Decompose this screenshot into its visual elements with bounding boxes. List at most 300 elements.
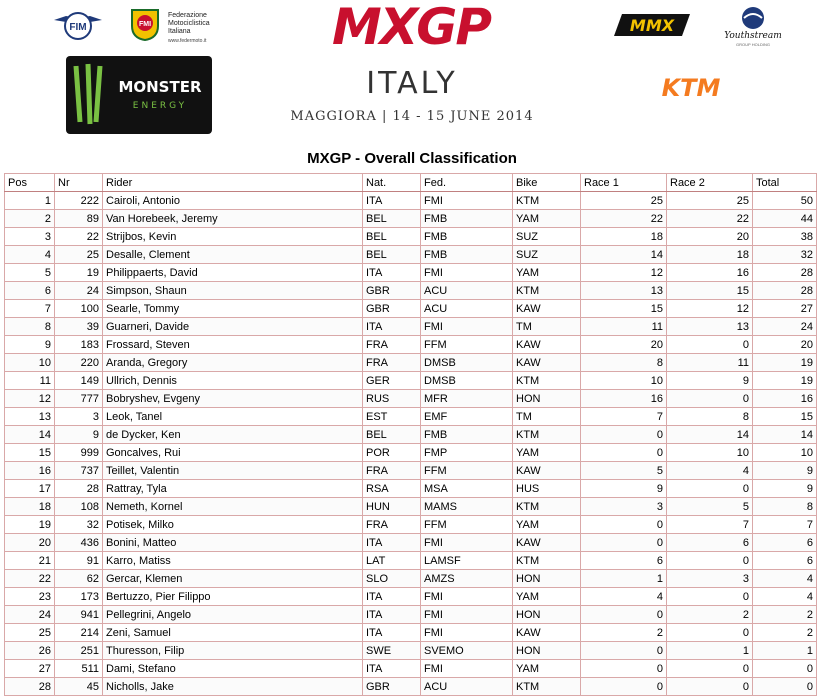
cell-nr: 737 — [55, 462, 103, 480]
cell-nr: 62 — [55, 570, 103, 588]
cell-pos: 3 — [5, 228, 55, 246]
table-row — [5, 264, 817, 282]
cell-race-2: 2 — [667, 606, 753, 624]
event-banner — [0, 0, 824, 140]
mmx-logo-text: MMX — [629, 16, 675, 35]
cell-bike: KAW — [513, 300, 581, 318]
cell-bike: KTM — [513, 282, 581, 300]
cell-pos: 4 — [5, 246, 55, 264]
cell-total: 6 — [753, 534, 817, 552]
column-header-nr: Nr — [55, 174, 103, 192]
cell-pos: 10 — [5, 354, 55, 372]
cell-rider: Leok, Tanel — [103, 408, 363, 426]
cell-fed: LAMSF — [421, 552, 513, 570]
column-header-nat: Nat. — [363, 174, 421, 192]
cell-bike: KAW — [513, 624, 581, 642]
cell-race-1: 0 — [581, 426, 667, 444]
cell-nat: ITA — [363, 606, 421, 624]
cell-nr: 32 — [55, 516, 103, 534]
table-row — [5, 552, 817, 570]
cell-nr: 214 — [55, 624, 103, 642]
cell-nat: EST — [363, 408, 421, 426]
cell-total: 1 — [753, 642, 817, 660]
cell-total: 6 — [753, 552, 817, 570]
fmi-name-line-2: Motociclistica — [168, 20, 210, 27]
cell-rider: Zeni, Samuel — [103, 624, 363, 642]
table-body — [5, 192, 817, 696]
cell-fed: FMP — [421, 444, 513, 462]
mmx-logo — [612, 12, 692, 38]
cell-pos: 28 — [5, 678, 55, 696]
table-row — [5, 498, 817, 516]
cell-rider: Strijbos, Kevin — [103, 228, 363, 246]
cell-race-1: 8 — [581, 354, 667, 372]
table-row — [5, 390, 817, 408]
cell-race-1: 4 — [581, 588, 667, 606]
cell-race-1: 22 — [581, 210, 667, 228]
fmi-federation-name — [168, 12, 210, 36]
cell-pos: 5 — [5, 264, 55, 282]
cell-rider: Karro, Matiss — [103, 552, 363, 570]
cell-race-1: 9 — [581, 480, 667, 498]
cell-bike: YAM — [513, 588, 581, 606]
cell-fed: FMI — [421, 660, 513, 678]
cell-rider: Guarneri, Davide — [103, 318, 363, 336]
cell-nat: GER — [363, 372, 421, 390]
classification-title: MXGP - Overall Classification — [307, 150, 517, 167]
cell-race-2: 16 — [667, 264, 753, 282]
table-header-row — [5, 174, 817, 192]
cell-total: 44 — [753, 210, 817, 228]
cell-bike: KAW — [513, 462, 581, 480]
cell-nr: 149 — [55, 372, 103, 390]
cell-pos: 6 — [5, 282, 55, 300]
cell-nat: BEL — [363, 426, 421, 444]
cell-total: 4 — [753, 588, 817, 606]
cell-bike: HON — [513, 642, 581, 660]
fmi-logo — [128, 6, 162, 42]
youthstream-logo-text: Youthstream — [724, 31, 782, 41]
cell-rider: Simpson, Shaun — [103, 282, 363, 300]
cell-pos: 22 — [5, 570, 55, 588]
cell-total: 38 — [753, 228, 817, 246]
table-row — [5, 462, 817, 480]
cell-bike: SUZ — [513, 228, 581, 246]
cell-pos: 16 — [5, 462, 55, 480]
cell-fed: FMI — [421, 192, 513, 210]
cell-rider: de Dycker, Ken — [103, 426, 363, 444]
table-row — [5, 624, 817, 642]
cell-race-2: 0 — [667, 336, 753, 354]
cell-rider: Bobryshev, Evgeny — [103, 390, 363, 408]
cell-total: 2 — [753, 624, 817, 642]
cell-race-2: 0 — [667, 480, 753, 498]
cell-fed: ACU — [421, 282, 513, 300]
cell-race-2: 3 — [667, 570, 753, 588]
cell-rider: Potisek, Milko — [103, 516, 363, 534]
cell-race-1: 1 — [581, 570, 667, 588]
cell-bike: HON — [513, 606, 581, 624]
cell-nr: 22 — [55, 228, 103, 246]
mxgp-logo-text: MXGP — [332, 2, 490, 52]
cell-nat: RSA — [363, 480, 421, 498]
cell-race-2: 0 — [667, 552, 753, 570]
cell-nr: 777 — [55, 390, 103, 408]
cell-total: 2 — [753, 606, 817, 624]
table-row — [5, 444, 817, 462]
table-row — [5, 228, 817, 246]
cell-race-1: 0 — [581, 444, 667, 462]
cell-race-1: 0 — [581, 660, 667, 678]
cell-fed: FFM — [421, 336, 513, 354]
monster-energy-logo — [66, 56, 212, 134]
cell-nr: 511 — [55, 660, 103, 678]
cell-total: 9 — [753, 480, 817, 498]
cell-race-2: 22 — [667, 210, 753, 228]
cell-rider: Goncalves, Rui — [103, 444, 363, 462]
cell-fed: MSA — [421, 480, 513, 498]
cell-nat: ITA — [363, 318, 421, 336]
cell-pos: 9 — [5, 336, 55, 354]
cell-nr: 222 — [55, 192, 103, 210]
cell-nr: 941 — [55, 606, 103, 624]
cell-nat: FRA — [363, 354, 421, 372]
cell-bike: YAM — [513, 264, 581, 282]
cell-nat: FRA — [363, 462, 421, 480]
cell-nr: 436 — [55, 534, 103, 552]
cell-pos: 17 — [5, 480, 55, 498]
fim-logo-text: FIM — [69, 22, 87, 33]
cell-nat: ITA — [363, 264, 421, 282]
column-header-total: Total — [753, 174, 817, 192]
cell-bike: YAM — [513, 444, 581, 462]
cell-nat: ITA — [363, 534, 421, 552]
cell-rider: Nicholls, Jake — [103, 678, 363, 696]
cell-race-2: 6 — [667, 534, 753, 552]
cell-pos: 2 — [5, 210, 55, 228]
cell-pos: 26 — [5, 642, 55, 660]
cell-total: 27 — [753, 300, 817, 318]
cell-total: 19 — [753, 372, 817, 390]
cell-pos: 14 — [5, 426, 55, 444]
cell-rider: Van Horebeek, Jeremy — [103, 210, 363, 228]
cell-fed: FMB — [421, 246, 513, 264]
cell-nat: SLO — [363, 570, 421, 588]
column-header-pos: Pos — [5, 174, 55, 192]
table-row — [5, 516, 817, 534]
cell-race-2: 1 — [667, 642, 753, 660]
cell-race-1: 25 — [581, 192, 667, 210]
cell-pos: 20 — [5, 534, 55, 552]
cell-race-1: 0 — [581, 516, 667, 534]
cell-race-1: 18 — [581, 228, 667, 246]
cell-bike: KTM — [513, 426, 581, 444]
cell-rider: Gercar, Klemen — [103, 570, 363, 588]
cell-fed: FMI — [421, 318, 513, 336]
cell-rider: Nemeth, Kornel — [103, 498, 363, 516]
cell-race-1: 20 — [581, 336, 667, 354]
cell-nr: 999 — [55, 444, 103, 462]
cell-race-1: 16 — [581, 390, 667, 408]
cell-total: 28 — [753, 264, 817, 282]
youthstream-logo-subtext: GROUP HOLDING — [736, 42, 770, 47]
cell-fed: FMB — [421, 228, 513, 246]
cell-rider: Philippaerts, David — [103, 264, 363, 282]
cell-nat: ITA — [363, 192, 421, 210]
cell-race-1: 14 — [581, 246, 667, 264]
table-row — [5, 534, 817, 552]
cell-nr: 91 — [55, 552, 103, 570]
cell-nat: HUN — [363, 498, 421, 516]
event-subtitle: MAGGIORA | 14 - 15 JUNE 2014 — [290, 109, 534, 124]
cell-rider: Bonini, Matteo — [103, 534, 363, 552]
cell-nr: 220 — [55, 354, 103, 372]
cell-race-2: 20 — [667, 228, 753, 246]
cell-rider: Frossard, Steven — [103, 336, 363, 354]
cell-total: 19 — [753, 354, 817, 372]
cell-fed: AMZS — [421, 570, 513, 588]
cell-fed: FMI — [421, 588, 513, 606]
cell-rider: Rattray, Tyla — [103, 480, 363, 498]
cell-nr: 183 — [55, 336, 103, 354]
cell-pos: 27 — [5, 660, 55, 678]
cell-pos: 19 — [5, 516, 55, 534]
cell-race-2: 0 — [667, 588, 753, 606]
cell-total: 10 — [753, 444, 817, 462]
cell-fed: FMI — [421, 534, 513, 552]
cell-race-1: 0 — [581, 678, 667, 696]
cell-pos: 21 — [5, 552, 55, 570]
cell-race-2: 0 — [667, 678, 753, 696]
cell-nat: GBR — [363, 282, 421, 300]
ktm-logo — [654, 74, 728, 100]
cell-race-2: 13 — [667, 318, 753, 336]
cell-rider: Cairoli, Antonio — [103, 192, 363, 210]
cell-bike: YAM — [513, 210, 581, 228]
cell-bike: KTM — [513, 372, 581, 390]
cell-nr: 9 — [55, 426, 103, 444]
table-row — [5, 642, 817, 660]
cell-fed: EMF — [421, 408, 513, 426]
cell-nr: 24 — [55, 282, 103, 300]
cell-race-2: 0 — [667, 390, 753, 408]
cell-race-1: 12 — [581, 264, 667, 282]
cell-bike: KTM — [513, 552, 581, 570]
table-row — [5, 282, 817, 300]
cell-fed: DMSB — [421, 372, 513, 390]
cell-race-1: 2 — [581, 624, 667, 642]
cell-nr: 251 — [55, 642, 103, 660]
cell-nr: 173 — [55, 588, 103, 606]
cell-bike: YAM — [513, 516, 581, 534]
cell-fed: FFM — [421, 462, 513, 480]
cell-race-2: 12 — [667, 300, 753, 318]
cell-race-1: 10 — [581, 372, 667, 390]
mxgp-logo — [302, 2, 520, 52]
cell-race-1: 0 — [581, 642, 667, 660]
cell-rider: Bertuzzo, Pier Filippo — [103, 588, 363, 606]
cell-total: 32 — [753, 246, 817, 264]
cell-pos: 12 — [5, 390, 55, 408]
cell-total: 20 — [753, 336, 817, 354]
table-row — [5, 408, 817, 426]
cell-bike: TM — [513, 408, 581, 426]
cell-nat: BEL — [363, 246, 421, 264]
cell-nat: GBR — [363, 300, 421, 318]
cell-nat: RUS — [363, 390, 421, 408]
column-header-race-1: Race 1 — [581, 174, 667, 192]
youthstream-logo — [718, 6, 788, 48]
table-row — [5, 354, 817, 372]
cell-total: 50 — [753, 192, 817, 210]
cell-rider: Ullrich, Dennis — [103, 372, 363, 390]
fmi-url: www.federmoto.it — [168, 38, 207, 44]
table-row — [5, 660, 817, 678]
cell-rider: Teillet, Valentin — [103, 462, 363, 480]
cell-pos: 13 — [5, 408, 55, 426]
cell-nr: 100 — [55, 300, 103, 318]
table-row — [5, 570, 817, 588]
cell-total: 15 — [753, 408, 817, 426]
cell-race-1: 11 — [581, 318, 667, 336]
fmi-name-line-3: Italiana — [168, 28, 191, 35]
cell-bike: HUS — [513, 480, 581, 498]
cell-race-2: 25 — [667, 192, 753, 210]
cell-rider: Dami, Stefano — [103, 660, 363, 678]
cell-bike: KAW — [513, 354, 581, 372]
cell-pos: 7 — [5, 300, 55, 318]
cell-race-1: 6 — [581, 552, 667, 570]
event-title: ITALY — [366, 66, 458, 101]
monster-logo-subtext: ENERGY — [132, 101, 188, 111]
cell-bike: SUZ — [513, 246, 581, 264]
cell-race-2: 15 — [667, 282, 753, 300]
cell-fed: MFR — [421, 390, 513, 408]
cell-pos: 8 — [5, 318, 55, 336]
cell-rider: Searle, Tommy — [103, 300, 363, 318]
cell-race-1: 7 — [581, 408, 667, 426]
cell-total: 0 — [753, 678, 817, 696]
cell-nat: ITA — [363, 660, 421, 678]
cell-fed: ACU — [421, 300, 513, 318]
monster-logo-text: MONSTER — [118, 78, 202, 96]
cell-race-1: 13 — [581, 282, 667, 300]
table-row — [5, 372, 817, 390]
cell-total: 9 — [753, 462, 817, 480]
classification-table — [4, 173, 817, 696]
cell-nat: SWE — [363, 642, 421, 660]
column-header-bike: Bike — [513, 174, 581, 192]
table-row — [5, 318, 817, 336]
cell-race-2: 0 — [667, 660, 753, 678]
cell-total: 7 — [753, 516, 817, 534]
cell-nr: 3 — [55, 408, 103, 426]
cell-nat: FRA — [363, 336, 421, 354]
cell-nr: 25 — [55, 246, 103, 264]
cell-pos: 25 — [5, 624, 55, 642]
cell-bike: YAM — [513, 660, 581, 678]
table-row — [5, 678, 817, 696]
cell-rider: Pellegrini, Angelo — [103, 606, 363, 624]
cell-bike: KTM — [513, 678, 581, 696]
cell-nr: 108 — [55, 498, 103, 516]
cell-race-2: 11 — [667, 354, 753, 372]
cell-nat: LAT — [363, 552, 421, 570]
column-header-fed: Fed. — [421, 174, 513, 192]
cell-fed: SVEMO — [421, 642, 513, 660]
column-header-race-2: Race 2 — [667, 174, 753, 192]
table-row — [5, 210, 817, 228]
cell-nr: 28 — [55, 480, 103, 498]
cell-race-2: 10 — [667, 444, 753, 462]
cell-rider: Desalle, Clement — [103, 246, 363, 264]
cell-fed: FMB — [421, 210, 513, 228]
cell-nat: FRA — [363, 516, 421, 534]
cell-race-1: 0 — [581, 534, 667, 552]
table-row — [5, 192, 817, 210]
cell-total: 4 — [753, 570, 817, 588]
cell-nr: 39 — [55, 318, 103, 336]
cell-fed: DMSB — [421, 354, 513, 372]
cell-bike: KTM — [513, 498, 581, 516]
cell-nat: ITA — [363, 588, 421, 606]
table-row — [5, 426, 817, 444]
cell-total: 0 — [753, 660, 817, 678]
cell-total: 24 — [753, 318, 817, 336]
cell-pos: 11 — [5, 372, 55, 390]
table-row — [5, 588, 817, 606]
cell-race-2: 9 — [667, 372, 753, 390]
cell-total: 28 — [753, 282, 817, 300]
cell-rider: Thuresson, Filip — [103, 642, 363, 660]
cell-total: 8 — [753, 498, 817, 516]
cell-race-2: 4 — [667, 462, 753, 480]
cell-fed: FFM — [421, 516, 513, 534]
table-row — [5, 606, 817, 624]
cell-fed: FMI — [421, 606, 513, 624]
cell-nr: 19 — [55, 264, 103, 282]
cell-total: 16 — [753, 390, 817, 408]
cell-race-2: 5 — [667, 498, 753, 516]
cell-pos: 23 — [5, 588, 55, 606]
cell-nat: ITA — [363, 624, 421, 642]
table-row — [5, 336, 817, 354]
cell-bike: KAW — [513, 336, 581, 354]
cell-fed: FMI — [421, 624, 513, 642]
cell-total: 14 — [753, 426, 817, 444]
cell-pos: 24 — [5, 606, 55, 624]
cell-bike: HON — [513, 570, 581, 588]
ktm-logo-text: KTM — [661, 74, 721, 100]
cell-nat: BEL — [363, 210, 421, 228]
cell-bike: KTM — [513, 192, 581, 210]
cell-bike: TM — [513, 318, 581, 336]
cell-fed: MAMS — [421, 498, 513, 516]
fim-logo — [52, 6, 104, 42]
table-row — [5, 246, 817, 264]
cell-nat: GBR — [363, 678, 421, 696]
column-header-rider: Rider — [103, 174, 363, 192]
cell-bike: HON — [513, 390, 581, 408]
cell-race-2: 8 — [667, 408, 753, 426]
cell-race-2: 14 — [667, 426, 753, 444]
cell-pos: 18 — [5, 498, 55, 516]
cell-race-1: 3 — [581, 498, 667, 516]
cell-fed: FMB — [421, 426, 513, 444]
cell-bike: KAW — [513, 534, 581, 552]
table-row — [5, 300, 817, 318]
table-row — [5, 480, 817, 498]
